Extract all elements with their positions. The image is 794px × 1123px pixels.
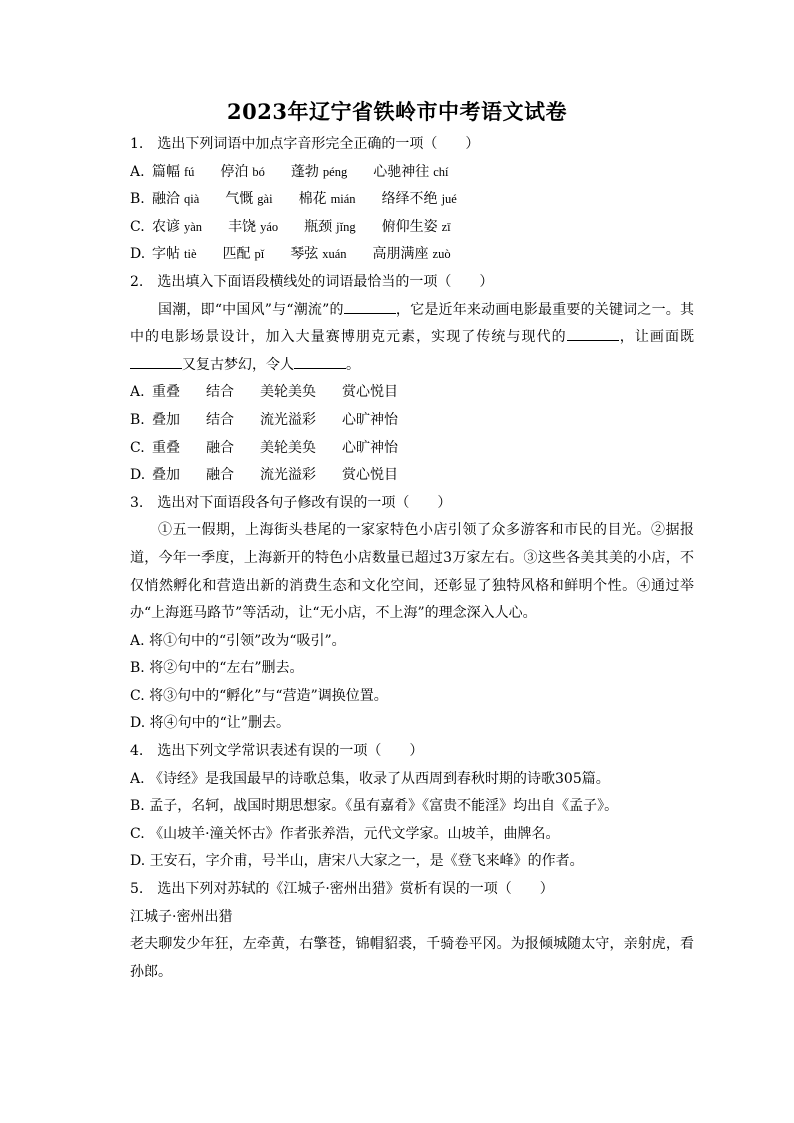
option-label: C. [130,218,145,235]
word-pinyin: jǐng [336,219,356,234]
q2-option-b [130,407,694,435]
option-word [373,159,448,187]
q2-passage-part: ，让画面既 [618,329,695,346]
option-word: 结合 [206,411,234,428]
word-pinyin: fú [184,164,195,179]
q1-stem: 1. 选出下列词语中加点字音形完全正确的一项（ ） [130,136,480,152]
q4-option-a: A. 《诗经》是我国最早的诗歌总集，收录了从西周到春秋时期的诗歌305篇。 [130,770,610,787]
option-word: 美轮美奂 [260,439,316,456]
q2-stem: 2. 选出填入下面语段横线处的词语最恰当的一项（ ） [130,273,494,290]
option-label: A. [130,163,145,180]
q5-poem-text: 老夫聊发少年狂，左牵黄，右擎苍，锦帽貂裘，千骑卷平冈。为报倾城随太守，亲射虎，看孙郎。 [130,936,694,980]
option-word: 结合 [206,384,234,401]
option-word [290,241,346,269]
option-word [304,214,355,242]
q2-passage [130,297,694,380]
fill-blank [344,299,396,314]
q4-option-c: C. 《山坡羊·潼关怀古》作者张养浩，元代文学家。山坡羊，曲牌名。 [130,825,560,842]
option-word: 赏心悦目 [342,467,398,484]
q2-passage-part: 又复古梦幻，令人 [182,356,294,373]
q3-option-c: C. 将③句中的“孵化”与“营造”调换位置。 [130,687,388,704]
q4-stem: 4. 选出下列文学常识表述有误的一项（ ） [130,743,424,760]
word-pinyin: xuán [322,247,347,262]
option-word [223,241,265,269]
word-text: 篇幅 [152,163,180,180]
option-word: 叠加 [152,467,180,484]
option-word: 融合 [206,467,234,484]
q1-options [130,159,694,269]
word-text: 融洽 [152,191,180,208]
q4-option-d: D. 王安石，字介甫，号半山，唐宋八大家之一，是《登飞来峰》的作者。 [130,853,584,870]
q2-passage-part: 国潮，即“中国风”与“潮流”的 [158,301,344,318]
word-text: 蓬勃 [290,163,319,180]
option-word: 美轮美奂 [260,384,316,401]
word-text: 络绎不绝 [381,191,438,208]
option-word [382,214,451,242]
option-word [299,186,356,214]
word-text: 瓶颈 [304,218,333,235]
word-pinyin: qià [184,192,200,207]
q3-passage: ①五一假期，上海街头巷尾的一家家特色小店引领了众多游客和市民的目光。②据报道，今年一季度，上海新开的特色小店数量已超过3万家左右。③这些各美其美的小店，不仅悄然孵化和营造出新的消费生态和文化空间，还彰显了独特风格和鲜明个性。④通过举办“上海逛马路节”等活动，让“无小店，不上海”的理念深入人心。 [130,522,694,622]
word-pinyin: chí [433,164,449,179]
word-text: 琴弦 [290,246,319,263]
option-word: 重叠 [152,439,180,456]
word-pinyin: yàn [184,219,203,234]
option-word [152,159,194,187]
word-pinyin: pǐ [254,247,265,262]
q2-option-c [130,435,694,463]
word-pinyin: jué [441,192,457,207]
q2-option-a [130,379,694,407]
word-text: 字帖 [152,246,180,263]
option-word: 叠加 [152,411,180,428]
option-word: 流光溢彩 [260,411,316,428]
word-pinyin: yáo [260,219,279,234]
option-word [291,159,347,187]
word-text: 气慨 [225,191,254,208]
option-word [225,186,272,214]
option-word [382,186,457,214]
q1-option-c [130,214,694,242]
option-label: D. [130,467,146,484]
option-word: 重叠 [152,384,180,401]
option-word [220,159,265,187]
option-word [373,241,451,269]
fill-blank [294,354,346,369]
word-text: 农谚 [152,218,180,235]
option-word: 心旷神怡 [342,411,398,428]
option-word: 心旷神怡 [342,439,398,456]
word-text: 停泊 [220,163,249,180]
option-word [228,214,278,242]
q1-option-d [130,241,694,269]
q2-passage-part: ，它是近年来动画电影最重要的关键词之一。其中的电影场景设计，加入大量赛博朋克元素，实现了传统与现代的 [130,301,694,346]
word-pinyin: péng [322,164,348,179]
fill-blank [130,354,182,369]
word-pinyin: tiè [184,247,197,262]
q1-option-a [130,159,694,187]
page-title: 2023年辽宁省铁岭市中考语文试卷 [227,99,567,124]
option-label: B. [130,191,145,208]
option-word [152,214,202,242]
q3-option-b: B. 将②句中的“左右”删去。 [130,660,304,677]
exam-content [130,131,694,986]
word-text: 丰饶 [228,218,257,235]
word-text: 匹配 [222,246,251,263]
word-text: 俯仰生姿 [381,218,438,235]
q4-option-b: B. 孟子，名轲，战国时期思想家。《虽有嘉肴》《富贵不能淫》均出自《孟子》。 [130,798,619,815]
option-label: D. [130,246,146,263]
q2-option-d [130,462,694,490]
fill-blank [567,326,619,341]
word-text: 高朋满座 [372,246,429,263]
option-label: C. [130,439,145,456]
q3-option-d: D. 将④句中的“让”删去。 [130,715,290,732]
word-pinyin: mián [330,192,356,207]
word-pinyin: zī [441,219,451,234]
word-text: 心驰神往 [373,163,430,180]
q2-options [130,379,694,489]
option-word [152,186,199,214]
option-word [152,241,197,269]
option-label: B. [130,411,145,428]
q2-passage-part: 。 [346,356,360,373]
q5-poem-title: 江城子·密州出猎 [130,908,233,925]
word-pinyin: gài [257,192,273,207]
word-pinyin: bó [252,164,265,179]
word-pinyin: zuò [432,247,451,262]
q5-stem: 5. 选出下列对苏轼的《江城子·密州出猎》赏析有误的一项（ ） [130,881,554,898]
option-word: 融合 [206,439,234,456]
q3-option-a: A. 将①句中的“引领”改为“吸引”。 [130,632,346,649]
q3-stem: 3. 选出对下面语段各句子修改有误的一项（ ） [130,494,452,511]
option-word: 赏心悦目 [342,384,398,401]
option-word: 流光溢彩 [260,467,316,484]
word-text: 棉花 [298,191,327,208]
q1-option-b [130,186,694,214]
option-label: A. [130,384,145,401]
